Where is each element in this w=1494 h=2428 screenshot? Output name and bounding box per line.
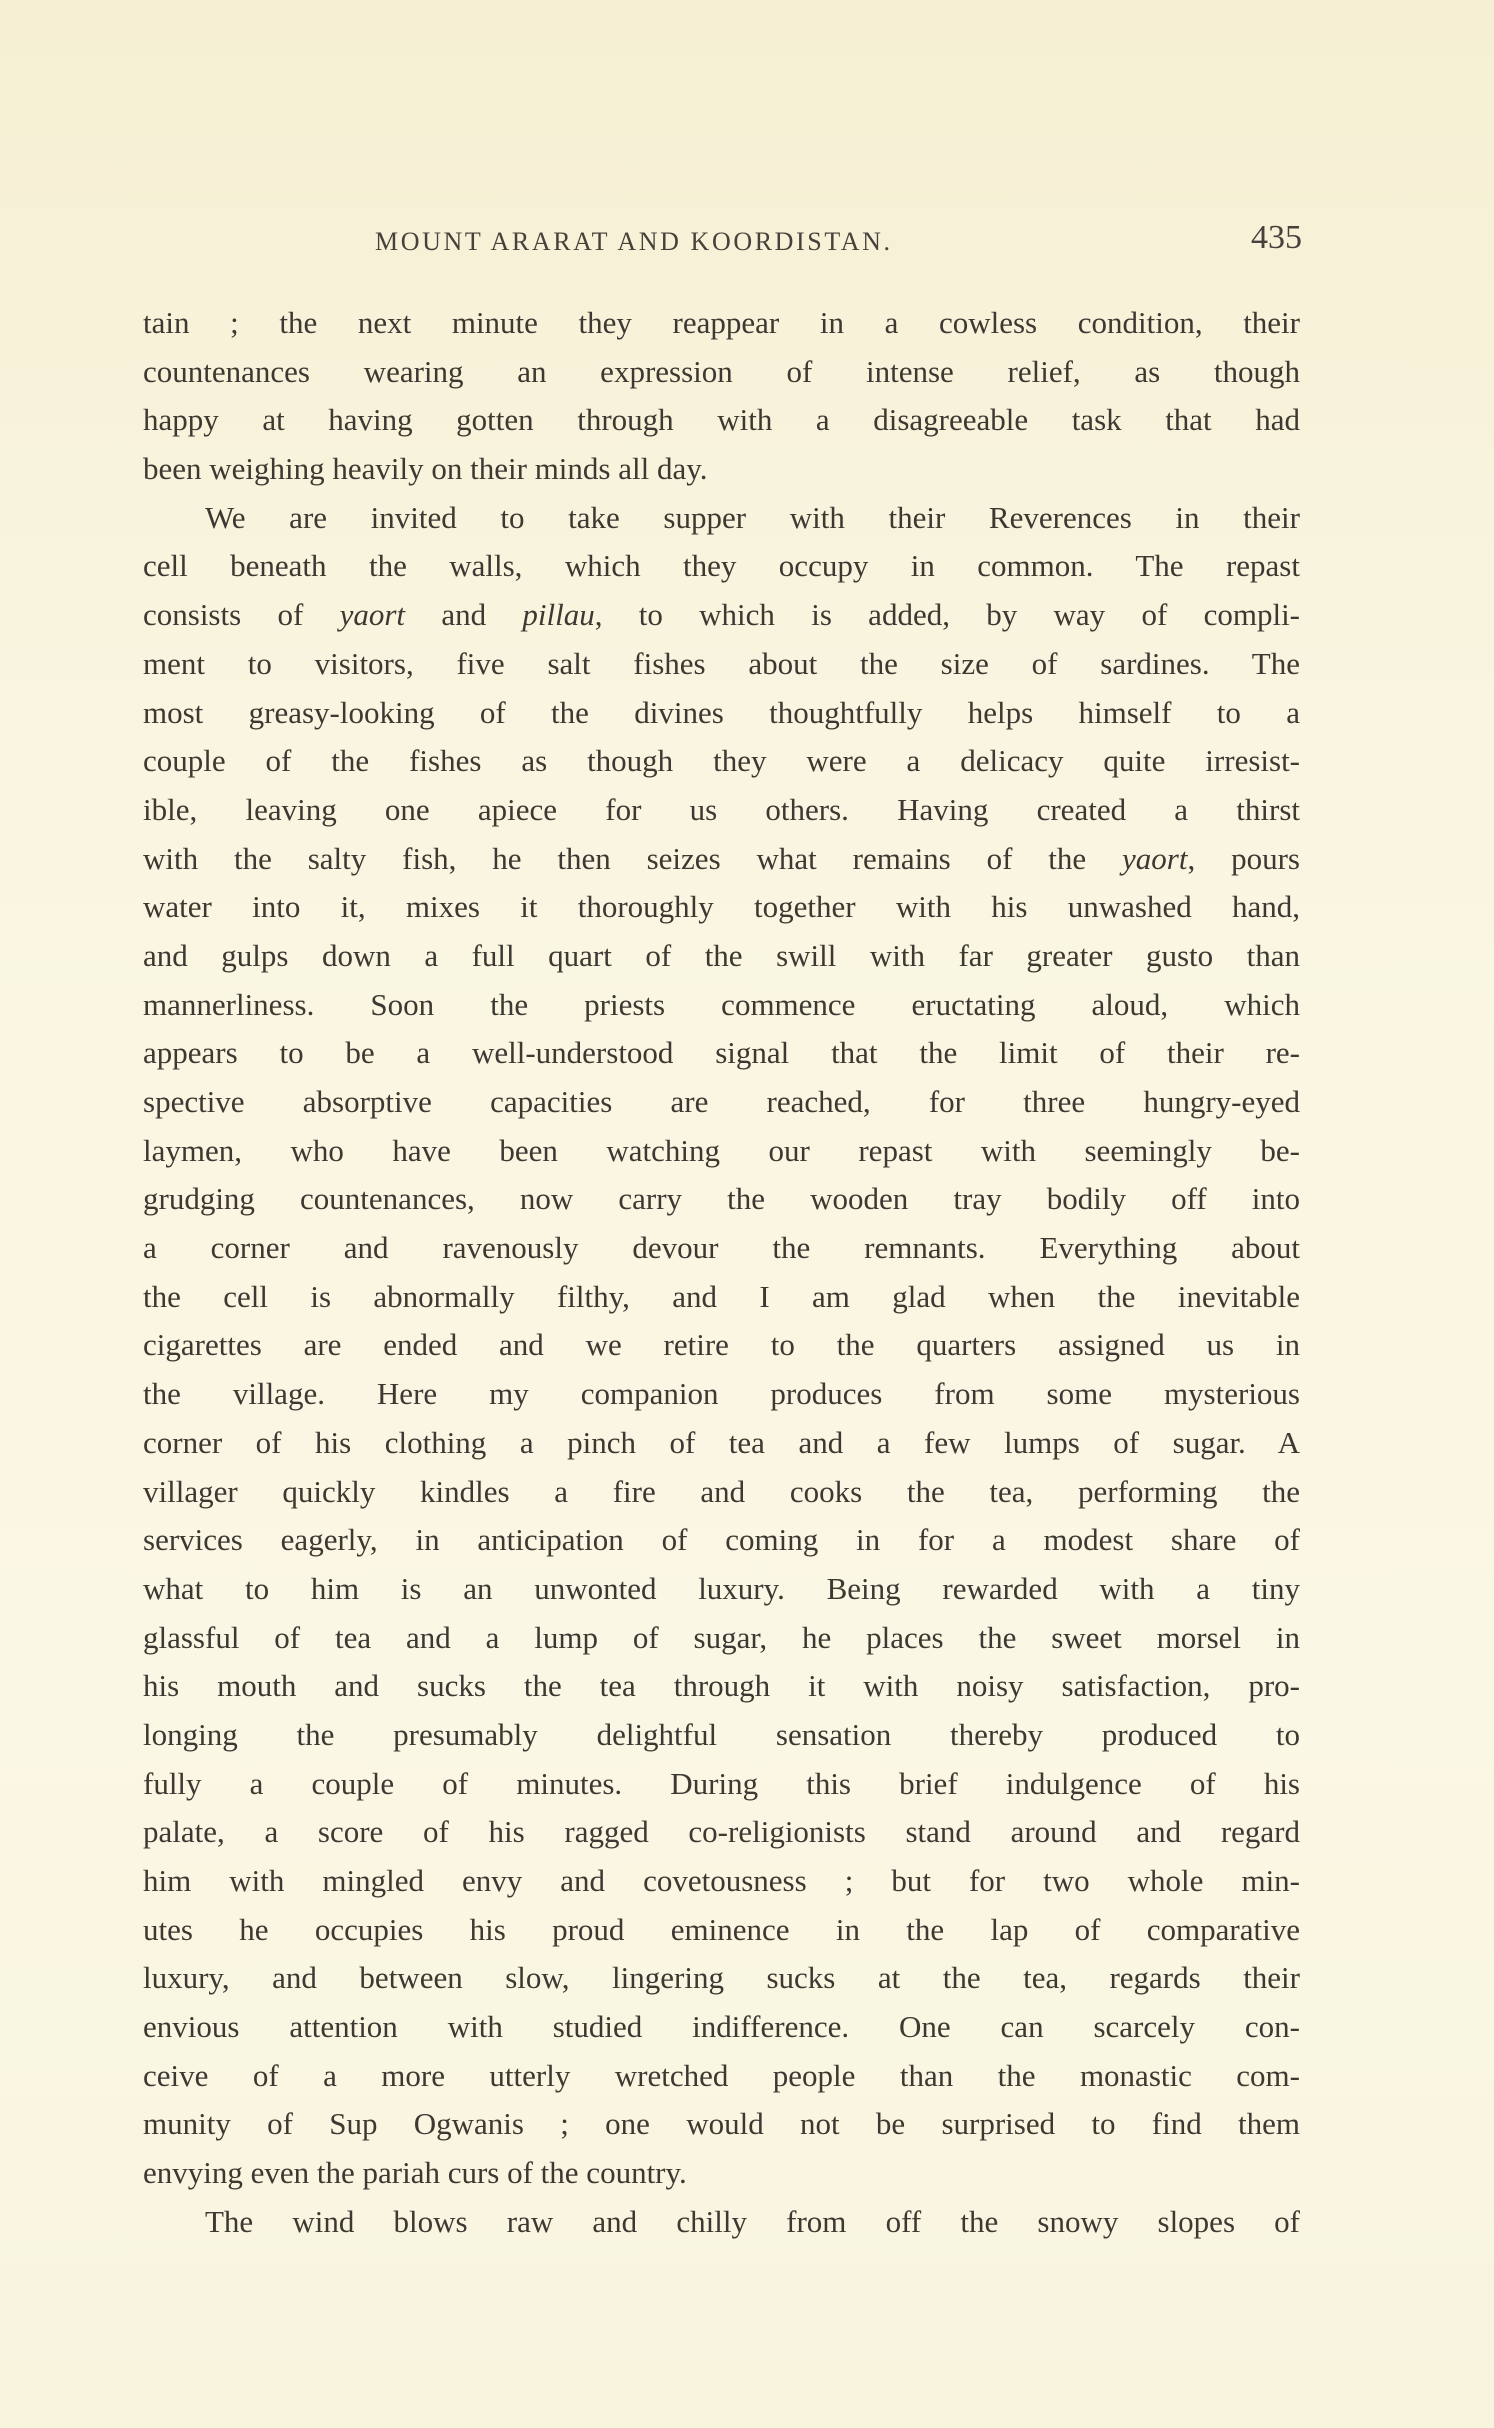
- text-line: [143, 591, 1300, 640]
- text-line: ment to visitors, five salt fishes about the size of sardines. The: [143, 645, 1300, 681]
- text-line: fully a couple of minutes. During this brief indulgence of his: [143, 1765, 1300, 1801]
- text-line: services eagerly, in anticipation of coming in for a modest share of: [143, 1522, 1300, 1558]
- page-number: 435: [1251, 219, 1302, 256]
- text-line: The wind blows raw and chilly from off the snowy slopes of: [205, 2203, 1300, 2239]
- text-line: envious attention with studied indifference. One can scarcely con-: [143, 2009, 1300, 2045]
- text-line: countenances wearing an expression of intense relief, as though: [143, 353, 1300, 389]
- text-line: happy at having gotten through with a disagreeable task that had: [143, 402, 1300, 438]
- text-line: glassful of tea and a lump of sugar, he places the sweet morsel in: [143, 1619, 1300, 1655]
- running-title: MOUNT ARARAT AND KOORDISTAN.: [375, 227, 893, 256]
- text-line: what to him is an unwonted luxury. Being rewarded with a tiny: [143, 1570, 1300, 1606]
- text-line: been weighing heavily on their minds all day.: [143, 451, 708, 487]
- text-line: tain ; the next minute they reappear in a cowless condition, their: [143, 305, 1300, 340]
- text-line: the village. Here my companion produces from some mysterious: [143, 1376, 1300, 1412]
- text-line: couple of the fishes as though they were a delicacy quite irresist-: [143, 743, 1300, 779]
- text-line: palate, a score of his ragged co-religionists stand around and regard: [143, 1814, 1300, 1850]
- text-line: ible, leaving one apiece for us others. Having created a thirst: [143, 791, 1300, 827]
- text-line: mannerliness. Soon the priests commence eructating aloud, which: [143, 986, 1300, 1022]
- running-head: [140, 219, 1302, 262]
- text-line: ceive of a more utterly wretched people than the monastic com-: [143, 2057, 1300, 2093]
- text-segment: consists of: [143, 597, 340, 633]
- text-line: a corner and ravenously devour the remnants. Everything about: [143, 1230, 1300, 1266]
- text-line: envying even the pariah curs of the country.: [143, 2155, 687, 2191]
- italic-term: yaort: [1122, 840, 1188, 876]
- text-line: villager quickly kindles a fire and cooks the tea, performing the: [143, 1473, 1300, 1509]
- text-segment: , to which is added, by way of compli-: [594, 597, 1300, 633]
- text-line: grudging countenances, now carry the wooden tray bodily off into: [143, 1181, 1300, 1217]
- body-text: [143, 299, 1300, 2247]
- text-line: most greasy-looking of the divines thoughtfully helps himself to a: [143, 694, 1300, 730]
- text-segment: with the salty fish, he then seizes what remains of the: [143, 840, 1123, 876]
- text-line: and gulps down a full quart of the swill with far greater gusto than: [143, 937, 1300, 973]
- text-line: appears to be a well-understood signal that the limit of their re-: [143, 1035, 1300, 1071]
- text-line: water into it, mixes it thoroughly together with his unwashed hand,: [143, 889, 1300, 925]
- text-line: laymen, who have been watching our repast with seemingly be-: [143, 1132, 1300, 1168]
- text-line: munity of Sup Ogwanis ; one would not be surprised to find them: [143, 2106, 1300, 2142]
- text-line: utes he occupies his proud eminence in the lap of comparative: [143, 1911, 1300, 1947]
- text-line: his mouth and sucks the tea through it with noisy satisfaction, pro-: [143, 1668, 1300, 1704]
- text-segment: , pours: [1187, 840, 1300, 876]
- text-line: him with mingled envy and covetousness ; but for two whole min-: [143, 1863, 1300, 1898]
- text-segment: and: [405, 597, 523, 633]
- text-line: luxury, and between slow, lingering sucks at the tea, regards their: [143, 1960, 1300, 1996]
- text-line: the cell is abnormally filthy, and I am glad when the inevitable: [143, 1278, 1300, 1314]
- italic-term: yaort: [339, 597, 406, 633]
- text-line: We are invited to take supper with their Reverences in their: [205, 499, 1300, 535]
- italic-term: pillau: [522, 597, 595, 633]
- text-line: cigarettes are ended and we retire to the quarters assigned us in: [143, 1327, 1300, 1363]
- text-line: corner of his clothing a pinch of tea and a few lumps of sugar. A: [143, 1424, 1300, 1460]
- text-line: cell beneath the walls, which they occupy in common. The repast: [143, 548, 1300, 584]
- text-line: longing the presumably delightful sensation thereby produced to: [143, 1716, 1300, 1752]
- text-line: [143, 835, 1300, 884]
- text-line: spective absorptive capacities are reached, for three hungry-eyed: [143, 1084, 1300, 1119]
